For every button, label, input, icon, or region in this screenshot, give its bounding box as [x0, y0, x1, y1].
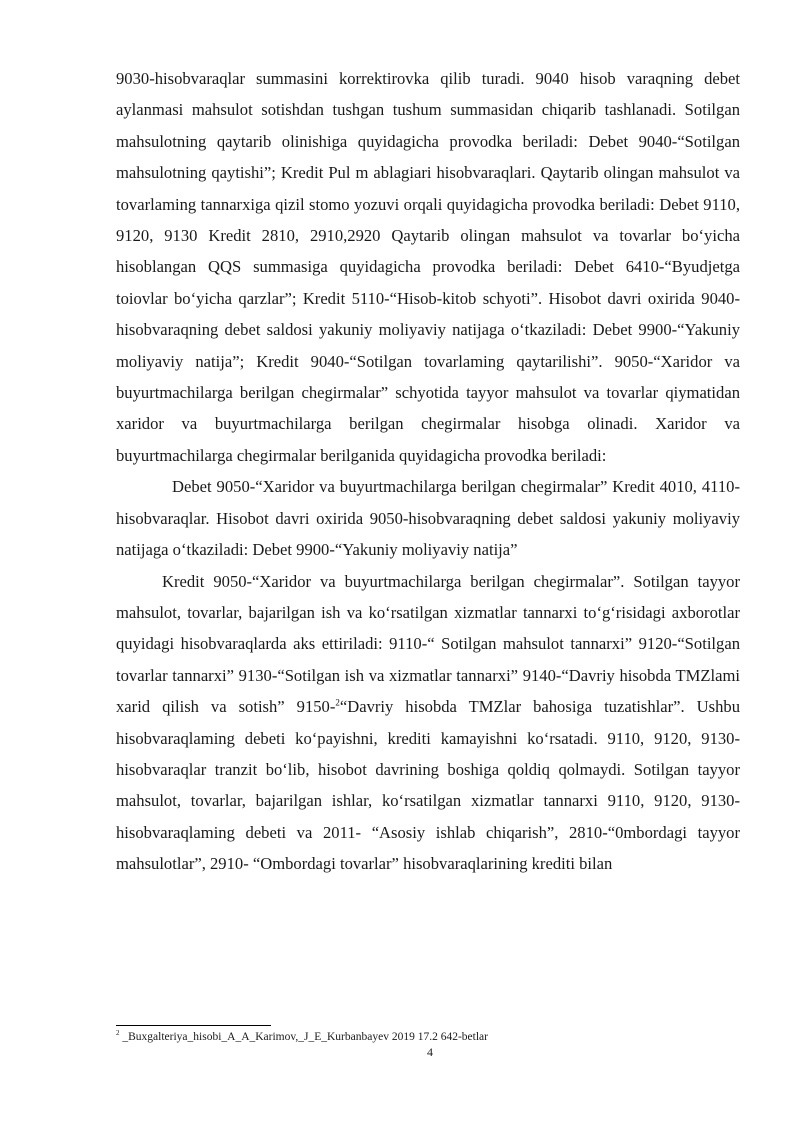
page-number: 4 — [427, 1045, 433, 1059]
footnote — [116, 1030, 740, 1045]
body-text — [116, 63, 740, 880]
footnote-number: 2 — [116, 1029, 120, 1038]
paragraph-2: Debet 9050-“Xaridor va buyurtmachilarga berilgan chegirmalar” Kredit 4010, 4110-hisobvaraqlar. Hisobot davri oxirida 9050-hisobvaraqning debet saldosi yakuniy moliyaviy natijaga o‘tkaziladi: Debet 9900-“Yakuniy moliyaviy natija” — [116, 477, 740, 560]
paragraph-3-head: Kredit 9050-“Xaridor va buyurtmachilarga berilgan chegirmalar”. Sotilgan tayyor mahsulot, tovarlar, bajarilgan ish va ko‘rsatilgan xizmatlar tannarxi to‘g‘risidagi axborotlar quyidagi hisobvaraqlarda aks ettiriladi: 9110-“ Sotilgan mahsulot tannarxi” 9120-“Sotilgan tovarlar tannarxi” 9130-“Sotilgan ish va xizmatlar tannarxi” 9140-“Davriy hisobda TMZlami xarid qilish va sotish” 9150- — [116, 571, 740, 717]
footnote-text: _Buxgalteriya_hisobi_A_A_Karimov,_J_E_Kurbanbayev 2019 17.2 642-betlar — [119, 1031, 488, 1043]
paragraph-1: 9030-hisobvaraqlar summasini korrektirovka qilib turadi. 9040 hisob varaqning debet aylanmasi mahsulot sotishdan tushgan tushum summasidan chiqarib tashlanadi. Sotilgan mahsulotning qaytarib olinishiga quyidagicha provodka beriladi: Debet 9040-“Sotilgan mahsulotning qaytishi”; Kredit Pul m ablagiari hisobvaraqlari. Qaytarib olingan mahsulot va tovarlaming tannarxiga qizil stomo yozuvi orqali quyidagicha provodka beriladi: Debet 9110, 9120, 9130 Kredit 2810, 2910,2920 Qaytarib olingan mahsulot va tovarlar bo‘yicha hisoblangan QQS summasiga quyidagicha provodka beriladi: Debet 6410-“Byudjetga toiovlar bo‘yicha qarzlar”; Kredit 5110-“Hisob-kitob schyoti”. Hisobot davri oxirida 9040-hisobvaraqning debet saldosi yakuniy moliyaviy natijaga o‘tkaziladi: Debet 9900-“Yakuniy moliyaviy natija”; Kredit 9040-“Sotilgan tovarlaming qaytarilishi”. 9050-“Xaridor va buyurtmachilarga berilgan chegirmalar” schyotida tayyor mahsulot va tovarlar qiymatidan xaridor va buyurtmachilarga berilgan chegirmalar hisobga olinadi. Xaridor va buyurtmachilarga chegirmalar berilganida quyidagicha provodka beriladi: — [116, 69, 740, 465]
paragraph-3-tail: “Davriy hisobda TMZlar bahosiga tuzatishlar”. Ushbu hisobvaraqlaming debeti ko‘payishni, krediti kamayishni ko‘rsatadi. 9110, 9120, 9130-hisobvaraqlar tranzit bo‘lib, hisobot davrining boshiga qoldiq qolmaydi. Sotilgan tayyor mahsulot, tovarlar, bajarilgan ishlar, ko‘rsatilgan xizmatlar tannarxi 9110, 9120, 9130-hisobvaraqlaming debeti va 2011- “Asosiy ishlab chiqarish”, 2810-“0mbordagi tayyor mahsulotlar”, 2910- “Ombordagi tovarlar” hisobvaraqlarining krediti bilan — [116, 697, 741, 874]
footnote-separator — [116, 1025, 271, 1026]
footnote-reference[interactable]: 2 — [335, 697, 340, 708]
paragraph-3 — [116, 566, 740, 880]
